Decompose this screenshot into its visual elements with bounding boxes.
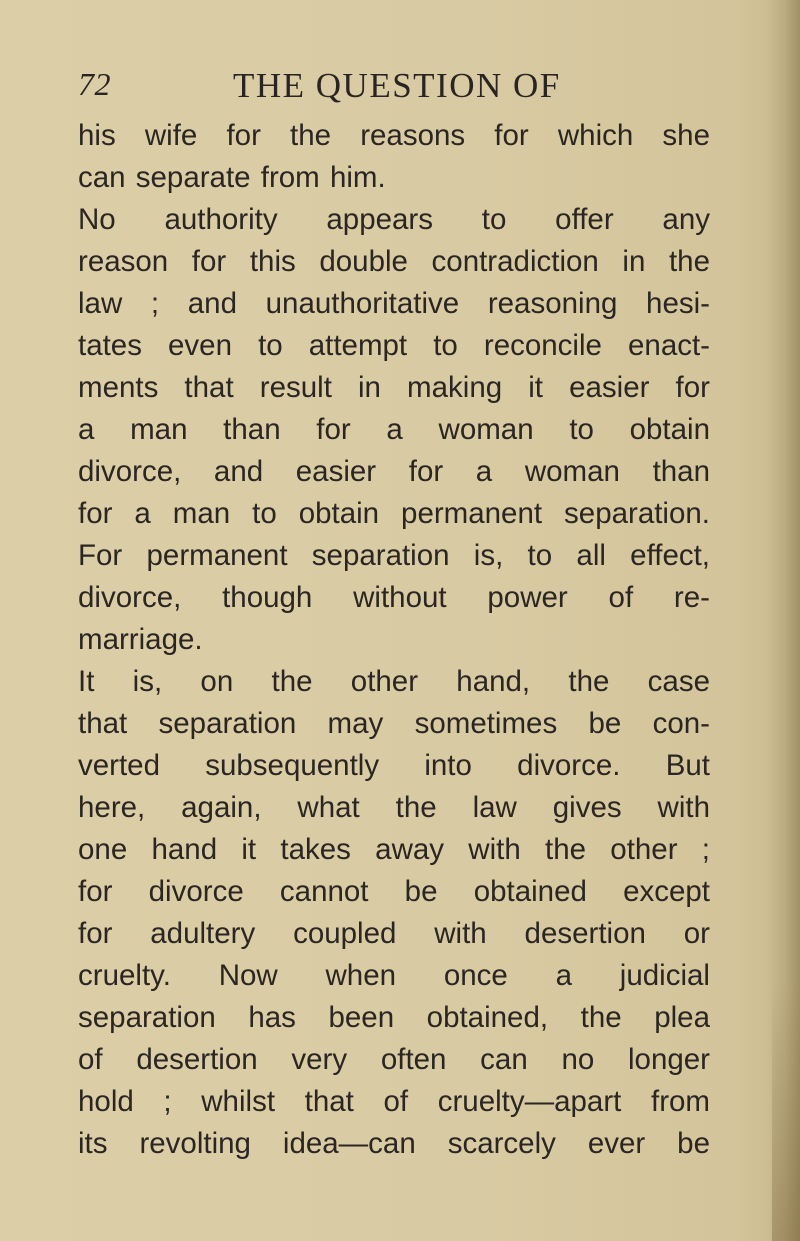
text-line: It is, on the other hand, the case xyxy=(78,665,710,698)
page-header xyxy=(78,66,718,106)
text-line: divorce, and easier for a woman than xyxy=(78,455,710,488)
text-line: cruelty. Now when once a judicial xyxy=(78,959,710,992)
text-line: of desertion very often can no longer xyxy=(78,1043,710,1076)
text-line: marriage. xyxy=(78,623,203,656)
text-line: For permanent separation is, to all effect, xyxy=(78,539,710,572)
text-line: its revolting idea—can scarcely ever be xyxy=(78,1127,710,1160)
page-number: 72 xyxy=(78,66,111,102)
text-line: reason for this double contradiction in the xyxy=(78,245,710,278)
text-line: for adultery coupled with desertion or xyxy=(78,917,710,950)
text-line: can separate from him. xyxy=(78,161,386,194)
page-corner-shadow xyxy=(772,981,800,1241)
text-line: No authority appears to offer any xyxy=(78,203,710,236)
text-line: for divorce cannot be obtained except xyxy=(78,875,710,908)
text-line: here, again, what the law gives with xyxy=(78,791,710,824)
body-text xyxy=(78,115,710,1165)
text-line: tates even to attempt to reconcile enact- xyxy=(78,329,710,362)
text-line: law ; and unauthoritative reasoning hesi- xyxy=(78,287,710,320)
text-line: hold ; whilst that of cruelty—apart from xyxy=(78,1085,710,1118)
text-line: one hand it takes away with the other ; xyxy=(78,833,710,866)
text-line: verted subsequently into divorce. But xyxy=(78,749,710,782)
text-line: divorce, though without power of re- xyxy=(78,581,710,614)
text-line: a man than for a woman to obtain xyxy=(78,413,710,446)
running-head: THE QUESTION OF xyxy=(233,66,561,105)
text-line: that separation may sometimes be con- xyxy=(78,707,710,740)
text-line: separation has been obtained, the plea xyxy=(78,1001,710,1034)
text-line: ments that result in making it easier for xyxy=(78,371,710,404)
text-line: his wife for the reasons for which she xyxy=(78,119,710,152)
text-line: for a man to obtain permanent separation. xyxy=(78,497,710,530)
